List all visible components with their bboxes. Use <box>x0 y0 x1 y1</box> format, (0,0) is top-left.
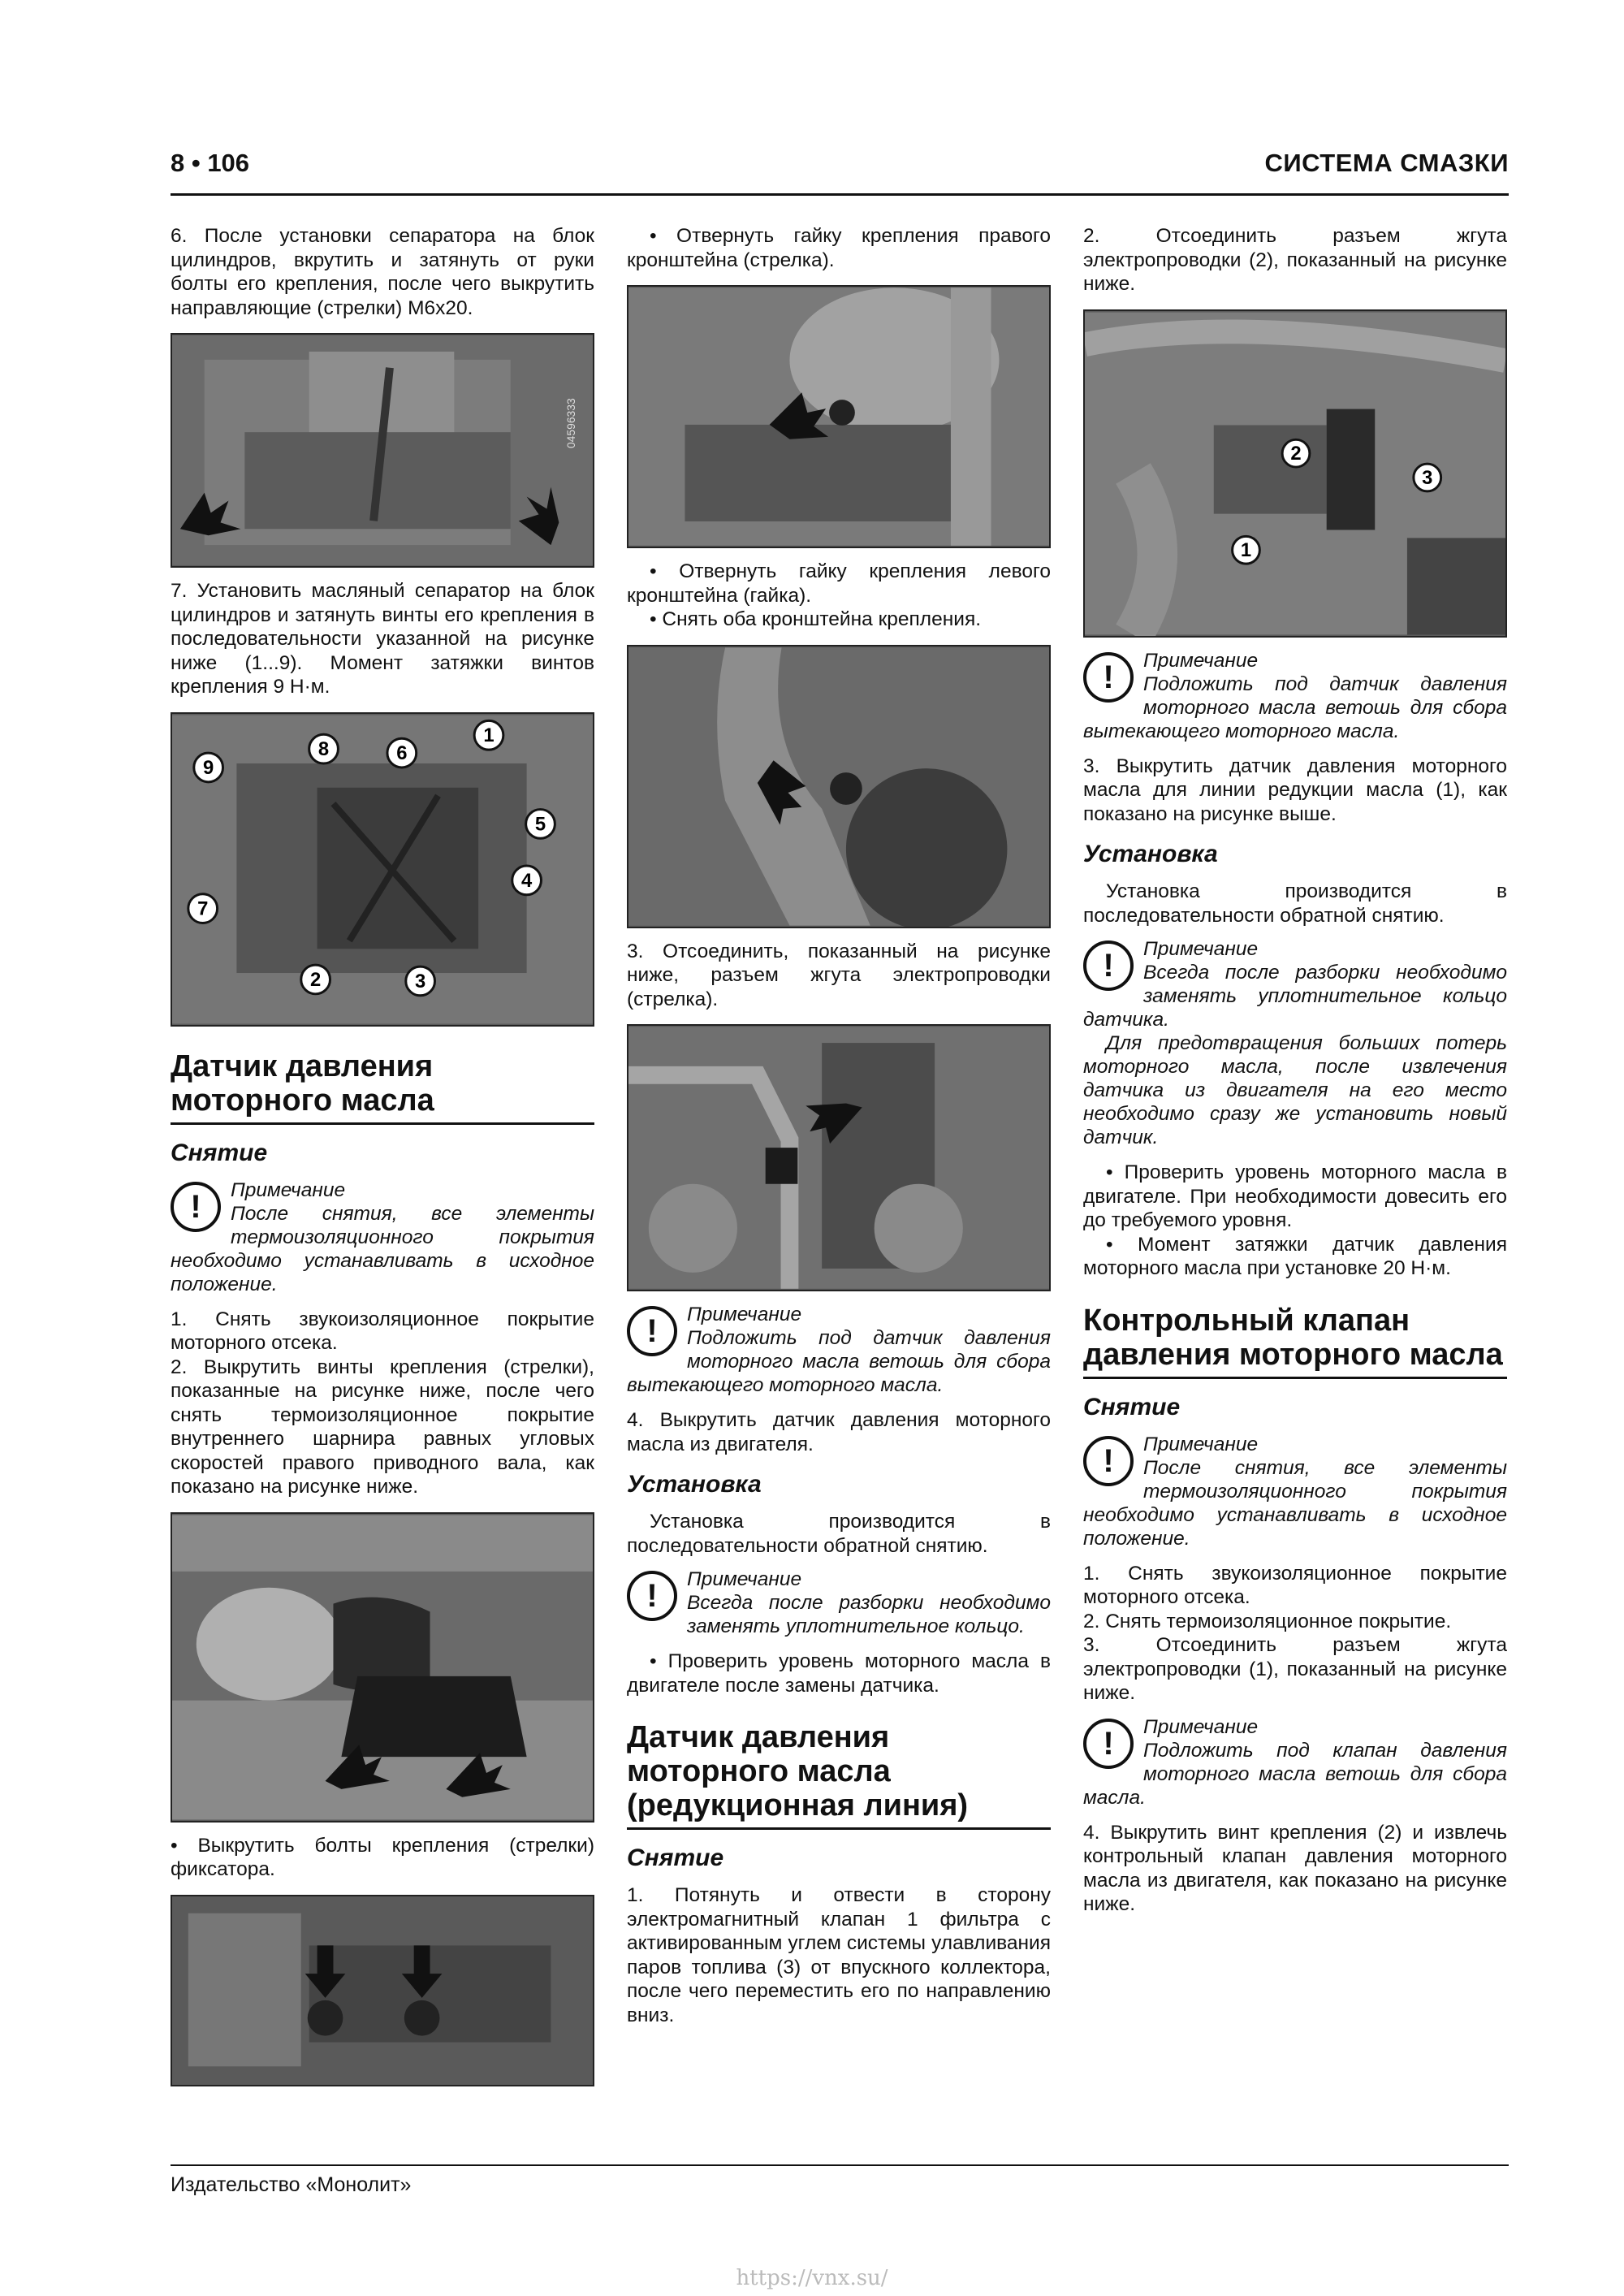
watermark-url: https://vnx.su/ <box>736 2266 888 2290</box>
svg-text:1: 1 <box>1240 538 1252 561</box>
warning-icon: ! <box>1083 652 1134 703</box>
bolt-marker-4 <box>512 866 542 895</box>
torque-spec: • Момент затяжки датчик давления моторного масла при установке 20 Н·м. <box>1083 1233 1507 1279</box>
figure-sensor-reduction <box>1083 309 1507 638</box>
step-4: 4. Выкрутить датчик давления моторного масла из двигателя. <box>627 1409 1051 1455</box>
bolt-sequence-photo <box>172 714 593 1025</box>
right-bracket-photo <box>628 287 1049 547</box>
bullet-both-brackets: • Снять оба кронштейна крепления. <box>650 608 982 630</box>
column-2 <box>627 224 1051 2027</box>
note-label: Примечание <box>1143 1433 1259 1455</box>
step-k1: 1. Снять звукоизоляционное покрытие моторного отсека. <box>1083 1562 1507 1608</box>
svg-text:3: 3 <box>1422 466 1433 489</box>
note-text: После снятия, все элементы термоизоляционного покрытия необходимо устанавливать в исходное положение. <box>171 1202 594 1295</box>
note-label: Примечание <box>1143 1715 1259 1738</box>
svg-text:6: 6 <box>396 742 408 764</box>
subsection-removal: Снятие <box>171 1139 268 1166</box>
sensor-reduction-photo <box>1085 311 1505 636</box>
bullet-bolts: • Выкрутить болты крепления (стрелки) фиксатора. <box>171 1834 594 1880</box>
step-6: 6. После установки сепаратора на блок цилиндров, вкрутить и затянуть от руки болты его крепления, после чего выкрутить направляющие (стрелки) М6х20. <box>171 225 594 319</box>
note-text: Подложить под датчик давления моторного масла ветошь для сбора вытекающего моторного масла. <box>627 1327 1051 1396</box>
connector-photo <box>628 1026 1049 1290</box>
note-box <box>171 1178 594 1296</box>
note-label: Примечание <box>687 1304 802 1325</box>
note-box <box>627 1567 1051 1638</box>
note-label: Примечание <box>231 1178 346 1201</box>
svg-text:8: 8 <box>317 737 330 760</box>
figure-separator-guides <box>171 333 594 568</box>
subsection-installation: Установка <box>1083 841 1218 867</box>
figure-right-bracket <box>627 285 1051 548</box>
svg-text:5: 5 <box>534 812 546 835</box>
callout-3 <box>1414 464 1441 491</box>
svg-text:9: 9 <box>203 756 214 779</box>
left-bracket-photo <box>628 646 1049 927</box>
warning-icon: ! <box>1083 1719 1134 1769</box>
bullet-left-bracket: • Отвернуть гайку крепления левого кронштейна (гайка). <box>627 560 1051 607</box>
note-label: Примечание <box>687 1568 802 1590</box>
step-1: 1. Снять звукоизоляционное покрытие моторного отсека. <box>171 1308 594 1354</box>
step-2-disconnect: 2. Отсоединить разъем жгута электропроводки (2), показанный на рисунке ниже. <box>1083 225 1507 295</box>
step-7: 7. Установить масляный сепаратор на блок цилиндров и затянуть винты его крепления в последовательности указанной на рисунке ниже (1...9). Момент затяжки винтов крепления 9 Н·м. <box>171 580 594 698</box>
callout-1 <box>1233 536 1260 564</box>
figure-retainer-bolts <box>171 1895 594 2086</box>
note-box <box>1083 1715 1507 1810</box>
svg-text:2: 2 <box>310 968 322 991</box>
note-box <box>1083 1433 1507 1550</box>
check-oil-level: • Проверить уровень моторного масла в двигателе после замены датчика. <box>627 1650 1051 1697</box>
figure-bolt-sequence <box>171 712 594 1027</box>
bolt-marker-7 <box>188 893 218 923</box>
figure-code: 04596333 <box>564 398 578 449</box>
publisher: Издательство «Монолит» <box>171 2173 412 2196</box>
check-oil-level: • Проверить уровень моторного масла в двигателе. При необходимости довесить его до требуемого уровня. <box>1083 1161 1507 1231</box>
bolt-marker-1 <box>474 720 503 750</box>
figure-left-bracket <box>627 645 1051 928</box>
warning-icon: ! <box>1083 1436 1134 1486</box>
bolt-marker-5 <box>526 809 555 838</box>
step-k2: 2. Снять термоизоляционное покрытие. <box>1083 1610 1452 1632</box>
retainer-photo <box>172 1896 593 2085</box>
step-3: 3. Отсоединить, показанный на рисунке ниже, разъем жгута электропроводки (стрелка). <box>627 940 1051 1010</box>
note-box <box>1083 649 1507 743</box>
warning-icon: ! <box>171 1182 221 1232</box>
bolt-marker-6 <box>387 738 417 767</box>
note-text-2: Для предотвращения больших потерь моторного масла, после извлечения датчика из двигателя на его место необходимо сразу же установить новый датчик. <box>1083 1032 1507 1148</box>
note-text: Подложить под клапан давления моторного масла ветошь для сбора масла. <box>1083 1739 1507 1809</box>
note-text: Всегда после разборки необходимо заменять уплотнительное кольцо датчика. <box>1083 962 1507 1031</box>
subsection-installation: Установка <box>627 1471 762 1498</box>
cv-joint-photo <box>172 1514 593 1821</box>
bolt-marker-3 <box>406 966 435 996</box>
svg-text:1: 1 <box>483 724 495 746</box>
step-3-remove-sensor: 3. Выкрутить датчик давления моторного масла для линии редукции масла (1), как показано на рисунке выше. <box>1083 755 1507 825</box>
figure-connector <box>627 1024 1051 1291</box>
warning-icon: ! <box>627 1571 677 1621</box>
note-text: Всегда после разборки необходимо заменять уплотнительное кольцо. <box>687 1592 1051 1637</box>
step-2: 2. Выкрутить винты крепления (стрелки), показанные на рисунке ниже, после чего снять термоизоляционное покрытие внутреннего шарнира равных угловых скоростей правого приводного вала, как показано на рисунке ниже. <box>171 1356 594 1498</box>
svg-text:2: 2 <box>1290 442 1302 465</box>
svg-text:4: 4 <box>521 869 533 892</box>
column-3 <box>1083 224 1507 1917</box>
warning-icon: ! <box>1083 940 1134 991</box>
step-r1: 1. Потянуть и отвести в сторону электромагнитный клапан 1 фильтра с активированным углем системы улавливания паров топлива (3) от впускного коллектора, после чего переместить его по направлению вниз. <box>627 1884 1051 2026</box>
subsection-removal: Снятие <box>627 1844 724 1871</box>
header-rule <box>171 193 1509 196</box>
section-title-control-valve: Контрольный клапан давления моторного масла <box>1083 1304 1507 1379</box>
section-title-reduction-line: Датчик давления моторного масла (редукционная линия) <box>627 1720 1051 1830</box>
note-text: Подложить под датчик давления моторного масла ветошь для сбора вытекающего моторного масла. <box>1083 672 1507 742</box>
note-box <box>627 1303 1051 1397</box>
note-label: Примечание <box>1143 938 1259 960</box>
figure-cv-joint-cover <box>171 1512 594 1823</box>
install-text: Установка производится в последовательности обратной снятию. <box>627 1511 1051 1557</box>
step-k3: 3. Отсоединить разъем жгута электропроводки (1), показанный на рисунке ниже. <box>1083 1634 1507 1704</box>
chapter-title: СИСТЕМА СМАЗКИ <box>1264 149 1509 177</box>
subsection-removal: Снятие <box>1083 1393 1181 1420</box>
bullet-right-bracket: • Отвернуть гайку крепления правого кронштейна (стрелка). <box>627 225 1051 271</box>
install-text: Установка производится в последовательности обратной снятию. <box>1083 880 1507 927</box>
note-label: Примечание <box>1143 649 1259 672</box>
warning-icon: ! <box>627 1306 677 1356</box>
footer-rule <box>171 2164 1509 2166</box>
svg-text:7: 7 <box>197 897 209 920</box>
separator-photo <box>172 335 593 566</box>
column-1 <box>171 224 594 2098</box>
note-box <box>1083 937 1507 1149</box>
note-text: После снятия, все элементы термоизоляционного покрытия необходимо устанавливать в исходное положение. <box>1083 1456 1507 1550</box>
callout-2 <box>1282 439 1310 467</box>
bolt-marker-8 <box>309 734 339 763</box>
bolt-marker-2 <box>301 965 330 994</box>
section-title-oil-pressure-sensor: Датчик давления моторного масла <box>171 1049 594 1125</box>
page-number: 8 • 106 <box>171 149 250 177</box>
step-k4: 4. Выкрутить винт крепления (2) и извлечь контрольный клапан давления моторного масла из двигателя, как показано на рисунке ниже. <box>1083 1821 1507 1915</box>
bolt-marker-9 <box>194 753 223 782</box>
svg-text:3: 3 <box>415 970 426 992</box>
